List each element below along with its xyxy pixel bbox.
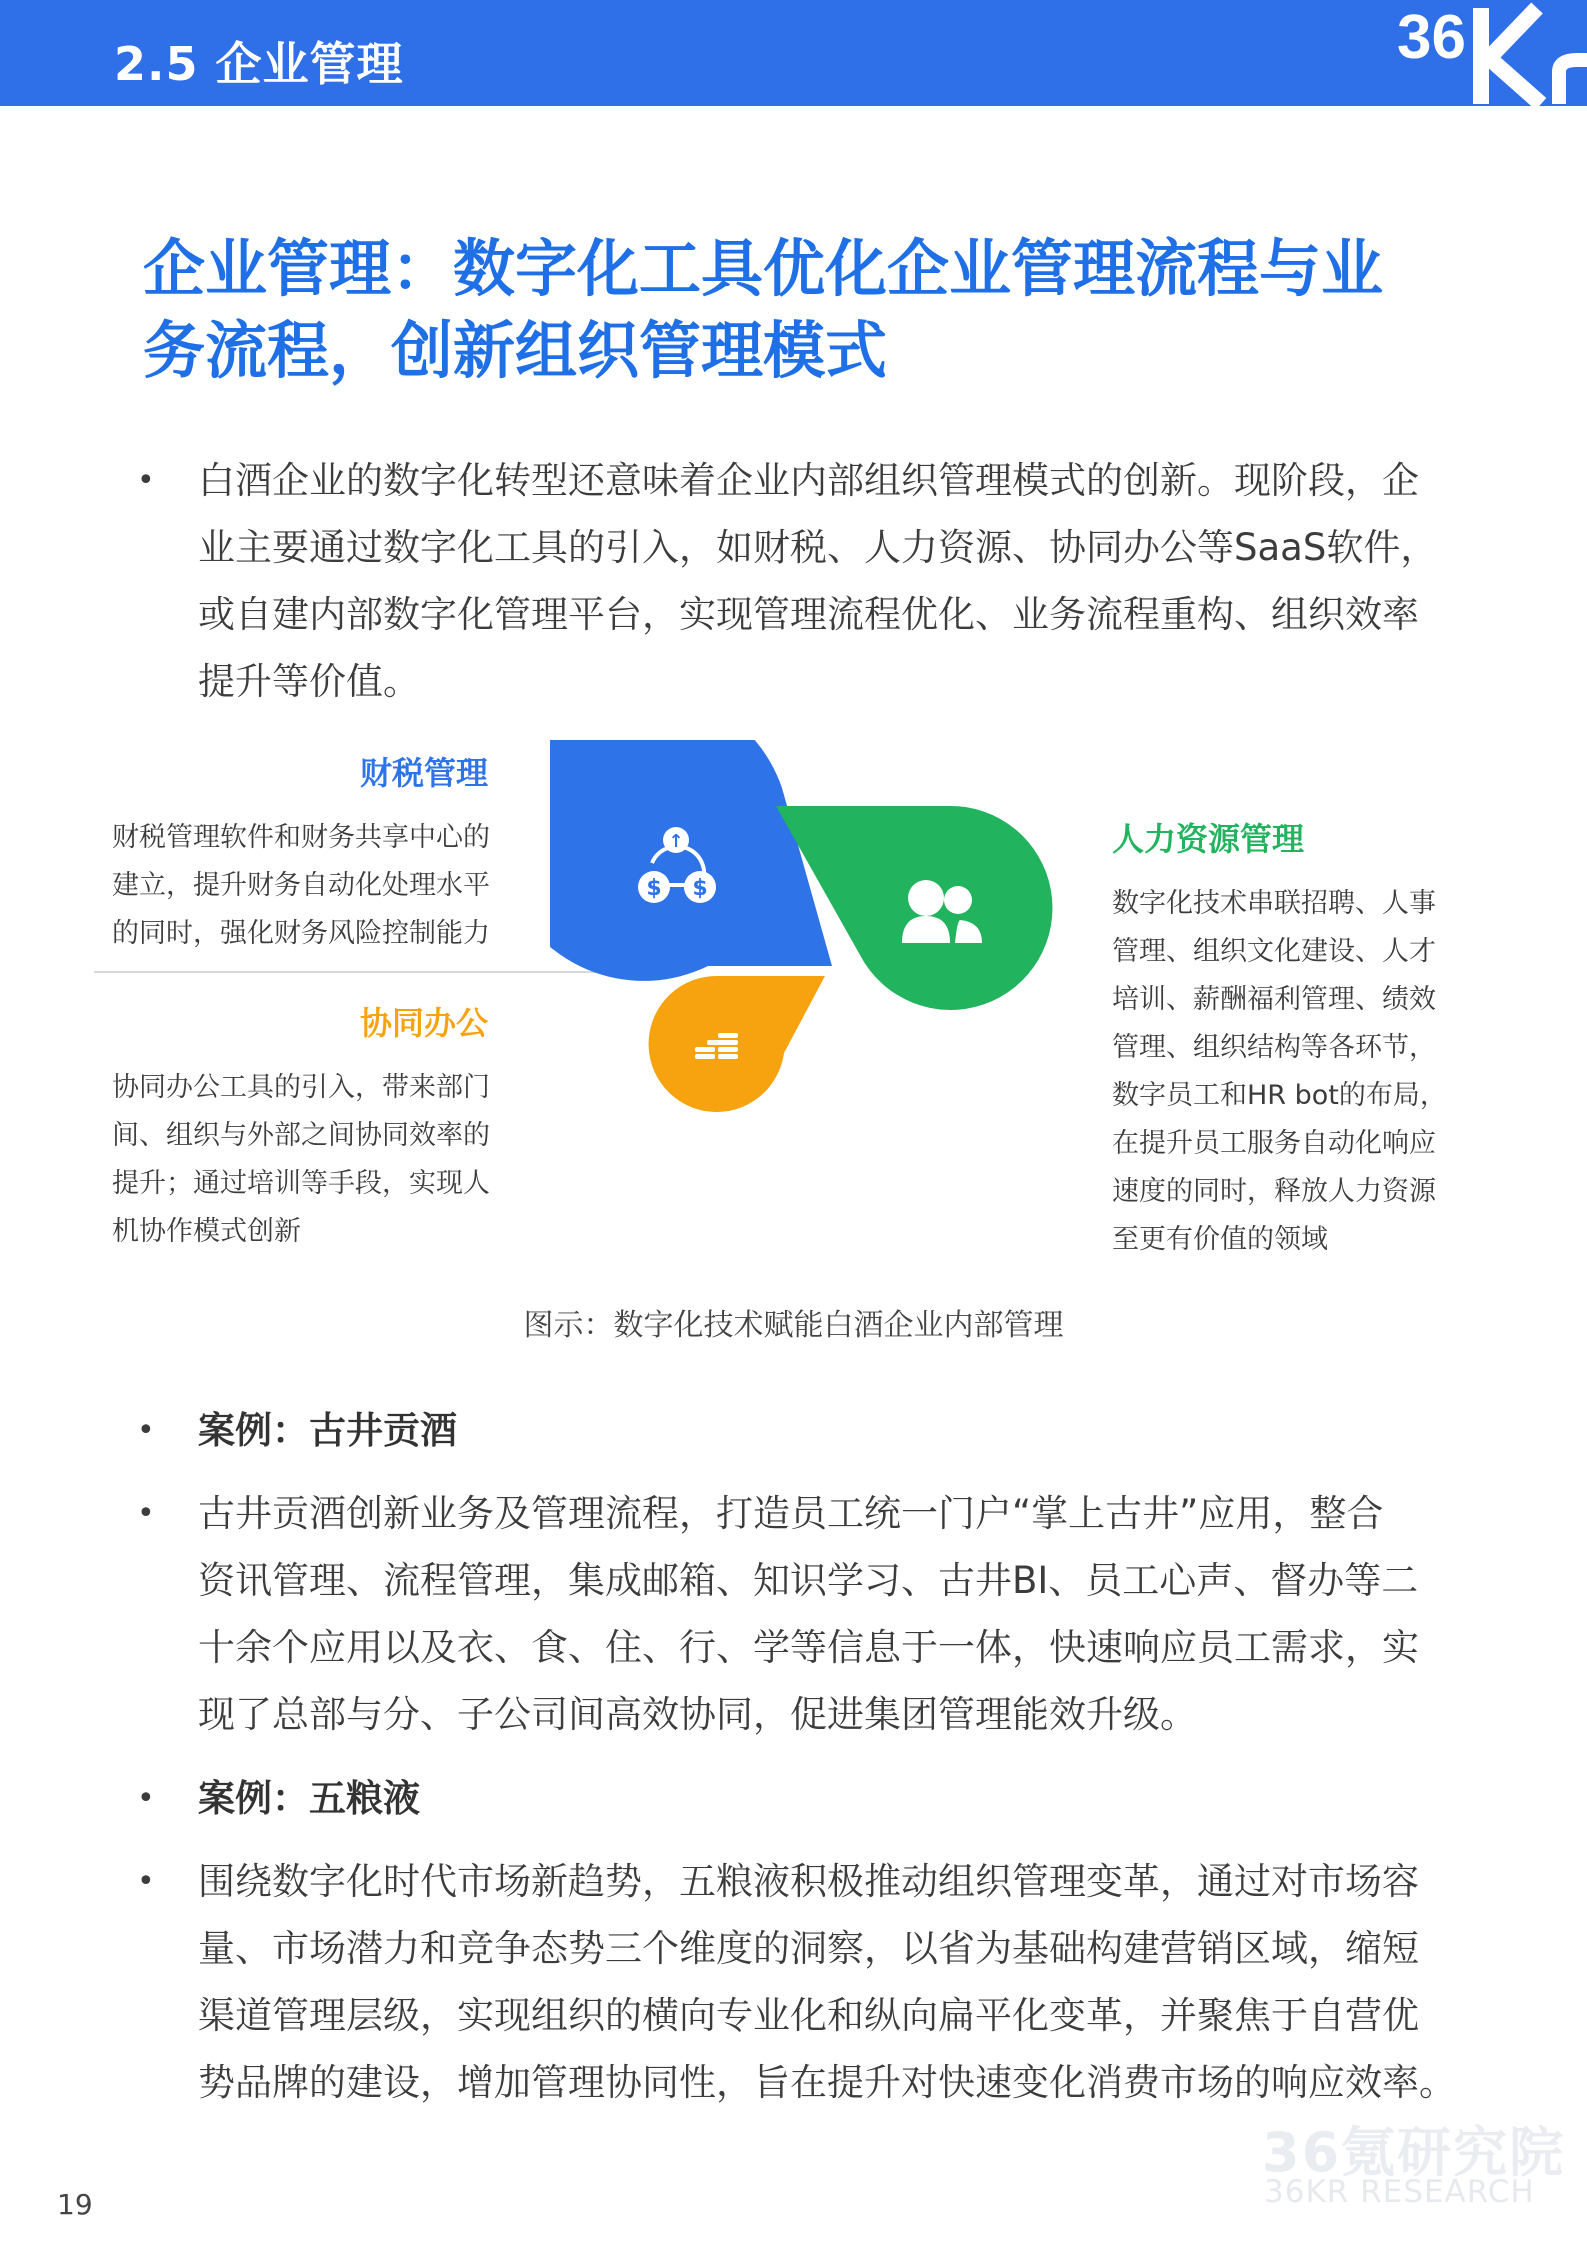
case-line: 资讯管理、流程管理，集成邮箱、知识学习、古井BI、员工心声、督办等二 xyxy=(198,1559,1419,1602)
case-line: 渠道管理层级，实现组织的横向专业化和纵向扁平化变革，并聚焦于自营优 xyxy=(198,1994,1419,2037)
finance-line: 的同时，强化财务风险控制能力 xyxy=(112,918,490,949)
bullet-dot: • xyxy=(137,463,155,498)
case-title-bullet xyxy=(137,1765,1457,1832)
case-title-bullet xyxy=(137,1397,1457,1464)
page-title-line-2: 务流程，创新组织管理模式 xyxy=(143,314,888,387)
collab-line: 协同办公工具的引入，带来部门 xyxy=(112,1072,490,1103)
collab-text xyxy=(112,1064,490,1256)
hr-line: 在提升员工服务自动化响应 xyxy=(1112,1128,1436,1159)
case-line: 围绕数字化时代市场新趋势，五粮液积极推动组织管理变革，通过对市场容 xyxy=(198,1860,1419,1903)
intro-line: 白酒企业的数字化转型还意味着企业内部组织管理模式的创新。现阶段，企 xyxy=(198,459,1419,502)
36kr-logo xyxy=(1387,0,1587,106)
intro-line: 业主要通过数字化工具的引入，如财税、人力资源、协同办公等SaaS软件， xyxy=(198,526,1438,569)
hr-line: 数字化技术串联招聘、人事 xyxy=(1112,888,1436,919)
case-body-bullet xyxy=(137,1848,1457,2116)
svg-text:↑: ↑ xyxy=(668,831,684,852)
hr-line: 至更有价值的领域 xyxy=(1112,1224,1328,1255)
svg-text:$: $ xyxy=(692,876,708,901)
case-line: 现了总部与分、子公司间高效协同，促进集团管理能效升级。 xyxy=(198,1693,1197,1736)
hr-text xyxy=(1112,880,1447,1264)
collab-heading: 协同办公 xyxy=(360,1004,489,1042)
hr-heading: 人力资源管理 xyxy=(1112,820,1305,858)
case-body-bullet xyxy=(137,1480,1457,1748)
watermark-en: 36KR RESEARCH xyxy=(1264,2174,1535,2210)
collab-line: 间、组织与外部之间协同效率的 xyxy=(112,1120,490,1151)
management-diagram xyxy=(550,740,1070,1130)
case-line: 十余个应用以及衣、食、住、行、学等信息于一体，快速响应员工需求，实 xyxy=(198,1626,1419,1669)
bullet-dot: • xyxy=(137,1864,155,1899)
case-title: 案例：古井贡酒 xyxy=(198,1409,457,1452)
finance-heading: 财税管理 xyxy=(360,754,489,792)
section-label: 2.5 企业管理 xyxy=(114,37,404,91)
case-line: 势品牌的建设，增加管理协同性，旨在提升对快速变化消费市场的响应效率。 xyxy=(198,2061,1456,2104)
hr-line: 数字员工和HR bot的布局， xyxy=(1112,1080,1447,1111)
intro-bullet xyxy=(137,447,1457,715)
intro-line: 提升等价值。 xyxy=(198,660,420,703)
finance-text xyxy=(112,814,490,958)
svg-text:$: $ xyxy=(646,876,662,901)
bullet-dot: • xyxy=(137,1413,155,1448)
finance-shape xyxy=(550,740,832,981)
case-line: 古井贡酒创新业务及管理流程，打造员工统一门户“掌上古井”应用，整合 xyxy=(198,1492,1384,1535)
hr-line: 速度的同时，释放人力资源 xyxy=(1112,1176,1436,1207)
finance-line: 财税管理软件和财务共享中心的 xyxy=(112,822,490,853)
case-title: 案例：五粮液 xyxy=(198,1777,420,1820)
bullet-dot: • xyxy=(137,1781,155,1816)
hr-line: 管理、组织文化建设、人才 xyxy=(1112,936,1436,967)
finance-line: 建立，提升财务自动化处理水平 xyxy=(112,870,490,901)
bullet-dot: • xyxy=(137,1496,155,1531)
page-title-line-1: 企业管理：数字化工具优化企业管理流程与业 xyxy=(143,232,1384,305)
logo-36: 36 xyxy=(1397,3,1466,72)
page-title xyxy=(143,228,1463,392)
watermark-cn: 36氪研究院 xyxy=(1262,2121,1566,2184)
case-line: 量、市场潜力和竞争态势三个维度的洞察，以省为基础构建营销区域，缩短 xyxy=(198,1927,1419,1970)
collab-line: 提升；通过培训等手段，实现人 xyxy=(112,1168,490,1199)
intro-line: 或自建内部数字化管理平台，实现管理流程优化、业务流程重构、组织效率 xyxy=(198,593,1419,636)
hr-line: 培训、薪酬福利管理、绩效 xyxy=(1112,984,1436,1015)
page-number: 19 xyxy=(57,2188,93,2221)
hr-line: 管理、组织结构等各环节， xyxy=(1112,1032,1436,1063)
collab-line: 机协作模式创新 xyxy=(112,1216,301,1247)
figure-caption: 图示：数字化技术赋能白酒企业内部管理 xyxy=(523,1308,1064,1343)
